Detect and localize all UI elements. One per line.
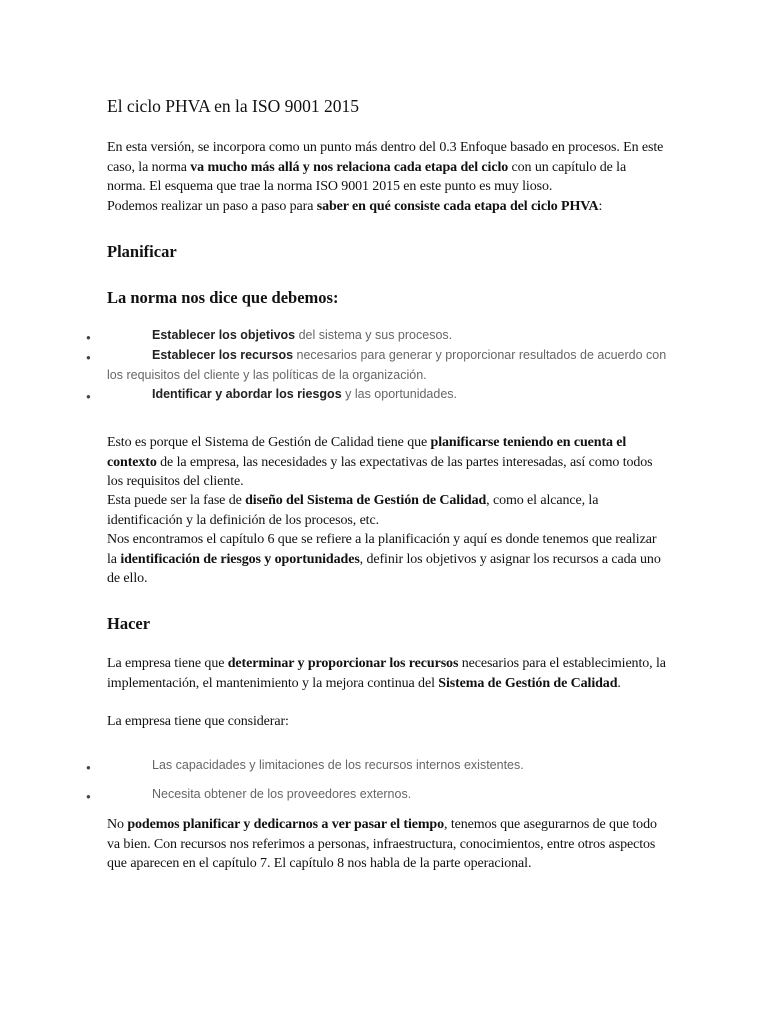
document-title: El ciclo PHVA en la ISO 9001 2015 [107,96,359,116]
text: No [107,817,128,832]
text: de la empresa, las necesidades y las expectativas de las partes interesadas, así como todos los requisitos del cliente. [107,454,653,489]
text: . [617,675,621,691]
list-item [107,756,667,776]
list-item [107,785,667,805]
text: Nos encontramos el capítulo 6 que se refiere a la planificación y aquí es donde tenemos que realizar la [107,532,657,567]
text: , definir los objetivos y asignar los recursos a cada uno de ello. [107,551,661,586]
planificar-paragraph-1 [107,433,667,492]
bold-text: identificación de riesgos y oportunidades [120,551,360,567]
bullet-icon: ● [86,792,91,801]
planificar-paragraph-3 [107,530,667,589]
subheading-norma: La norma nos dice que debemos: [107,288,339,307]
text: La empresa tiene que [107,656,228,671]
bold-text: Establecer los recursos [152,348,294,362]
text: En esta versión, se incorpora como un punto más dentro del 0.3 Enfoque basado en procesos. En este caso, la norma [107,140,664,175]
bold-text: determinar y proporcionar los recursos [227,656,459,671]
intro-paragraph [107,138,667,216]
text: Las capacidades y limitaciones de los recursos internos existentes. [152,758,524,772]
text: y las oportunidades. [341,387,458,401]
text: Podemos realizar un paso a paso para [107,198,317,214]
bullet-icon: ● [86,353,91,362]
section-heading-planificar: Planificar [107,242,177,261]
bold-text: planificarse teniendo en cuenta el contexto [107,435,627,470]
bold-text: Identificar y abordar los riesgos [152,387,342,401]
text: con un capítulo de la norma. El esquema que trae la norma ISO 9001 2015 en este punto es muy lioso. [107,159,627,194]
bullet-icon: ● [86,392,91,401]
bullet-icon: ● [86,333,91,342]
bullet-icon: ● [86,763,91,772]
bold-text: Establecer los objetivos [152,328,296,342]
text: necesarios para el establecimiento, la implementación, el mantenimiento y la mejora continua del [107,656,666,691]
bold-text: podemos planificar y dedicarnos a ver pasar el tiempo [127,817,445,832]
text: , tenemos que asegurarnos de que todo va bien. Con recursos nos referimos a personas, infraestructura, conocimientos, entre otros aspectos que aparecen en el capítulo 7. El capítulo 8 nos habla de la parte operacional. [107,817,657,871]
bold-text: saber en qué consiste cada etapa del ciclo PHVA [316,198,599,214]
list-item [107,385,667,405]
section-heading-hacer: Hacer [107,614,151,633]
bold-text: va mucho más allá y nos relaciona cada etapa del ciclo [190,159,509,175]
hacer-paragraph-3 [107,815,667,874]
list-item [107,346,667,385]
planificar-paragraph-2 [107,491,667,530]
hacer-paragraph-2: La empresa tiene que considerar: [107,714,289,729]
text: Esta puede ser la fase de [107,493,246,508]
hacer-paragraph-1 [107,654,667,693]
text: necesarios para generar y proporcionar resultados de acuerdo con los requisitos del cliente y las políticas de la organización. [107,348,667,382]
text: del sistema y sus procesos. [295,328,453,342]
text: Necesita obtener de los proveedores externos. [152,787,412,801]
bold-text: diseño del Sistema de Gestión de Calidad [245,493,487,508]
bold-text: Sistema de Gestión de Calidad [438,675,618,691]
list-item [107,326,667,346]
text: , como el alcance, la identificación y la definición de los procesos, etc. [107,493,599,528]
text: Esto es porque el Sistema de Gestión de Calidad tiene que [107,435,431,450]
text: : [598,198,603,214]
